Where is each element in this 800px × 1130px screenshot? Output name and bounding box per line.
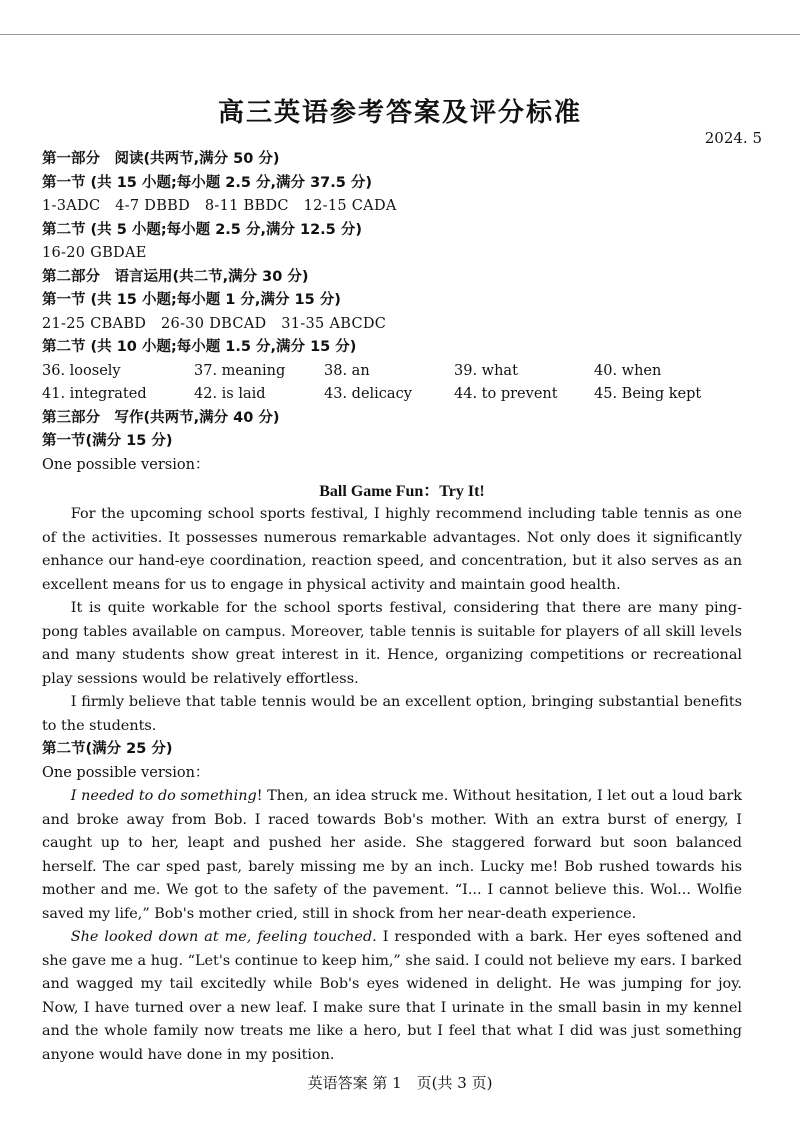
part1-sec1-heading: 第一节 (共 15 小题;每小题 2.5 分,满分 37.5 分) bbox=[42, 174, 373, 191]
part3-sec2-intro: One possible version： bbox=[42, 764, 210, 781]
answer-45: 45. Being kept bbox=[594, 386, 702, 402]
answer-43: 43. delicacy bbox=[324, 386, 412, 402]
part2-heading: 第二部分 语言运用(共二节,满分 30 分) bbox=[42, 268, 309, 285]
part1-heading: 第一部分 阅读(共两节,满分 50 分) bbox=[42, 151, 280, 167]
exam-date: 2024. 5 bbox=[704, 129, 762, 147]
story-p1-lead: I needed to do something bbox=[70, 788, 257, 804]
part3-sec2-heading: 第二节(满分 25 分) bbox=[42, 741, 173, 757]
answer-36: 36. loosely bbox=[42, 362, 121, 379]
part3-sec1-heading: 第一节(满分 15 分) bbox=[42, 433, 173, 449]
part1-sec2-heading: 第二节 (共 5 小题;每小题 2.5 分,满分 12.5 分) bbox=[42, 221, 362, 238]
part1-sec2-answers: 16-20 GBDAE bbox=[42, 245, 147, 261]
essay-paragraph-2: It is quite workable for the school sports festival, considering that there are many ping-pong tables available on campus. Moreover, table tennis is suitable for players of all skill levels and many students show great interest in it. Hence, organizing competitions or recreational play sessions would be relatively effortless. bbox=[42, 600, 742, 687]
page-title: 高三英语参考答案及评分标准 bbox=[217, 98, 582, 128]
answer-row-41-45 bbox=[42, 383, 762, 407]
part2-sec1-answers: 21-25 CBABD 26-30 DBCAD 31-35 ABCDC bbox=[42, 315, 387, 332]
story-p2-lead: She looked down at me, feeling touched. bbox=[70, 929, 377, 945]
answer-38: 38. an bbox=[324, 362, 370, 379]
story-p1-rest: ! Then, an idea struck me. Without hesitation, I let out a loud bark and broke away from Bob. I raced towards Bob's mother. With an extra burst of energy, I caught up to her, leapt and pushed her aside. She staggered forward but soon balanced herself. The car sped past, barely missing me by an inch. Lucky me! Bob rushed towards his mother and me. We got to the safety of the pavement. “I... I cannot believe this. Wol... Wolfie saved my life,” Bob's mother cried, still in shock from her near-death experience. bbox=[42, 788, 742, 922]
page-footer: 英语答案 第 1 页(共 3 页) bbox=[307, 1074, 493, 1092]
answer-37: 37. meaning bbox=[194, 362, 286, 379]
top-divider bbox=[0, 34, 800, 35]
answer-44: 44. to prevent bbox=[454, 386, 558, 402]
answer-40: 40. when bbox=[594, 362, 662, 379]
part3-heading: 第三部分 写作(共两节,满分 40 分) bbox=[42, 409, 280, 426]
content-body bbox=[42, 148, 762, 1067]
part2-sec2-heading: 第二节 (共 10 小题;每小题 1.5 分,满分 15 分) bbox=[42, 339, 357, 355]
essay-title: Ball Game Fun：Try It! bbox=[319, 483, 485, 500]
story-paragraph-2 bbox=[42, 926, 742, 1067]
essay-paragraph-1: For the upcoming school sports festival, I highly recommend including table tennis as one of the activities. It possesses numerous remarkable advantages. Not only does it significantly enhance our hand-eye coordination, reaction speed, and concentration, but it also serves as an excellent means for us to engage in physical activity and maintain good health. bbox=[42, 506, 742, 593]
part1-sec1-answers: 1-3ADC 4-7 DBBD 8-11 BBDC 12-15 CADA bbox=[42, 198, 397, 214]
part3-sec1-intro: One possible version： bbox=[42, 456, 210, 473]
story-p2-rest: I responded with a bark. Her eyes softened and she gave me a hug. “Let's continue to keep him,” she said. I could not believe my ears. I barked and wagged my tail excitedly while Bob's eyes widened in delight. He was jumping for joy. Now, I have turned over a new leaf. I make sure that I urinate in the small basin in my kennel and the whole family now treats me like a hero, but I feel that what I did was just something anyone would have done in my position. bbox=[42, 929, 742, 1063]
answer-41: 41. integrated bbox=[42, 386, 147, 402]
part2-sec1-heading: 第一节 (共 15 小题;每小题 1 分,满分 15 分) bbox=[42, 292, 341, 308]
story-paragraph-1 bbox=[42, 785, 742, 926]
answer-row-36-40 bbox=[42, 360, 762, 384]
answer-42: 42. is laid bbox=[194, 386, 266, 402]
answer-39: 39. what bbox=[454, 362, 518, 379]
essay-paragraph-3: I firmly believe that table tennis would be an excellent option, bringing substantial benefits to the students. bbox=[42, 694, 742, 734]
